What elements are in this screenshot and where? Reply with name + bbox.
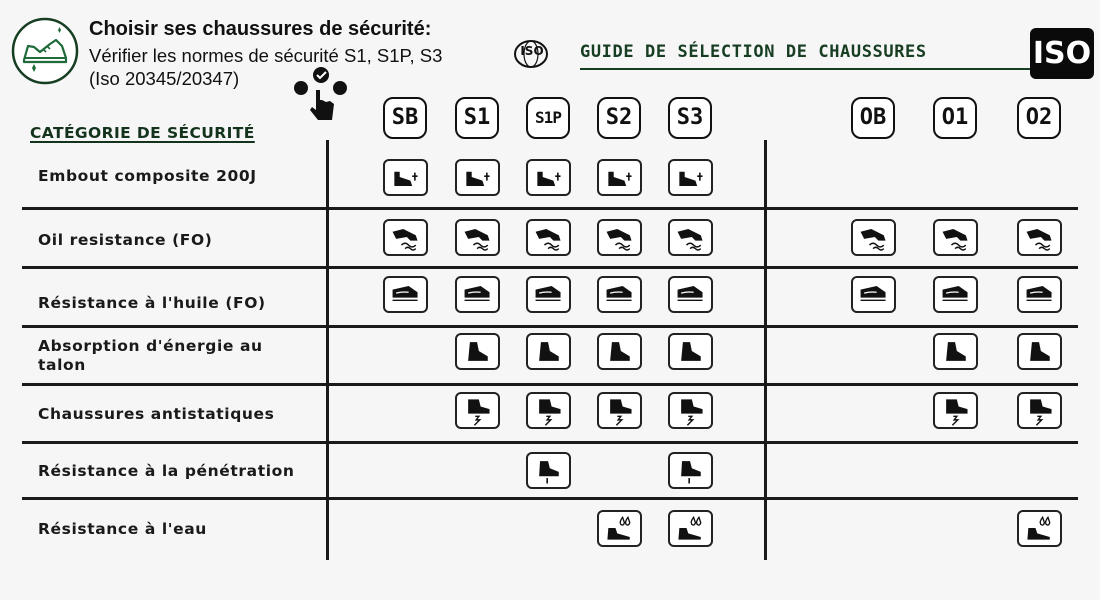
oil-sole-icon (455, 276, 500, 313)
column-header-ob: OB (851, 97, 895, 139)
heel-absorption-icon (933, 333, 978, 370)
row-label: Résistance à l'huile (FO) (38, 294, 266, 312)
heel-absorption-icon-glyph (935, 335, 976, 368)
row-label: Résistance à l'eau (38, 520, 207, 538)
oil-sole-icon (851, 276, 896, 313)
oil-resistance-icon-glyph (385, 221, 426, 254)
oil-resistance-icon (383, 219, 428, 256)
heel-absorption-icon-glyph (599, 335, 640, 368)
heel-absorption-icon (597, 333, 642, 370)
oil-sole-icon (668, 276, 713, 313)
water-resistance-icon-glyph (670, 512, 711, 545)
heel-absorption-icon (668, 333, 713, 370)
oil-resistance-icon-glyph (599, 221, 640, 254)
oil-sole-icon (597, 276, 642, 313)
oil-resistance-icon (1017, 219, 1062, 256)
heel-absorption-icon-glyph (1019, 335, 1060, 368)
toe-cap-icon-glyph (599, 161, 640, 194)
row-divider (22, 441, 1078, 444)
toe-cap-icon-glyph (670, 161, 711, 194)
oil-resistance-icon (526, 219, 571, 256)
oil-resistance-icon (933, 219, 978, 256)
oil-sole-icon-glyph (670, 278, 711, 311)
penetration-icon (526, 452, 571, 489)
antistatic-icon (526, 392, 571, 429)
row-divider (22, 207, 1078, 210)
column-header-s3: S3 (668, 97, 712, 139)
water-resistance-icon (1017, 510, 1062, 547)
oil-sole-icon (1017, 276, 1062, 313)
column-header-sb: SB (383, 97, 427, 139)
oil-resistance-icon-glyph (1019, 221, 1060, 254)
toe-cap-icon (383, 159, 428, 196)
oil-resistance-icon (851, 219, 896, 256)
page-title: Choisir ses chaussures de sécurité: (89, 18, 432, 40)
row-divider (22, 497, 1078, 500)
oil-sole-icon (933, 276, 978, 313)
oil-resistance-icon (668, 219, 713, 256)
iso-globe-label: ISO (520, 44, 544, 58)
subtitle-line-1: Vérifier les normes de sécurité S1, S1P, S3 (89, 45, 443, 66)
water-resistance-icon-glyph (1019, 512, 1060, 545)
column-header-s1p: S1P (526, 97, 570, 139)
guide-title: GUIDE DE SÉLECTION DE CHAUSSURES (580, 42, 927, 62)
toe-cap-icon-glyph (457, 161, 498, 194)
toe-cap-icon (526, 159, 571, 196)
oil-sole-icon-glyph (599, 278, 640, 311)
antistatic-icon-glyph (528, 394, 569, 427)
heel-absorption-icon (1017, 333, 1062, 370)
oil-resistance-icon-glyph (457, 221, 498, 254)
water-resistance-icon (597, 510, 642, 547)
oil-resistance-icon (597, 219, 642, 256)
water-resistance-icon (668, 510, 713, 547)
antistatic-icon (1017, 392, 1062, 429)
antistatic-icon-glyph (457, 394, 498, 427)
antistatic-icon (668, 392, 713, 429)
oil-resistance-icon-glyph (853, 221, 894, 254)
column-header-s1: S1 (455, 97, 499, 139)
toe-cap-icon (455, 159, 500, 196)
column-header-o2: O2 (1017, 97, 1061, 139)
heel-absorption-icon (455, 333, 500, 370)
heel-absorption-icon (526, 333, 571, 370)
heel-absorption-icon-glyph (528, 335, 569, 368)
antistatic-icon-glyph (670, 394, 711, 427)
oil-resistance-icon (455, 219, 500, 256)
penetration-icon-glyph (528, 454, 569, 487)
oil-sole-icon (526, 276, 571, 313)
column-header-s2: S2 (597, 97, 641, 139)
antistatic-icon (597, 392, 642, 429)
oil-sole-icon-glyph (385, 278, 426, 311)
antistatic-icon-glyph (935, 394, 976, 427)
heel-absorption-icon-glyph (457, 335, 498, 368)
heel-absorption-icon-glyph (670, 335, 711, 368)
oil-sole-icon (383, 276, 428, 313)
water-resistance-icon-glyph (599, 512, 640, 545)
shoe-sparkle-icon (10, 16, 80, 86)
iso-badge: ISO (1030, 28, 1094, 79)
oil-resistance-icon-glyph (670, 221, 711, 254)
toe-cap-icon (597, 159, 642, 196)
penetration-icon-glyph (670, 454, 711, 487)
row-label: Embout composite 200J (38, 167, 257, 185)
row-label: Oil resistance (FO) (38, 231, 213, 249)
oil-sole-icon-glyph (1019, 278, 1060, 311)
row-divider (22, 266, 1078, 269)
row-label: Chaussures antistatiques (38, 405, 275, 423)
toe-cap-icon-glyph (528, 161, 569, 194)
row-divider (22, 383, 1078, 386)
oil-resistance-icon-glyph (935, 221, 976, 254)
row-label: Résistance à la pénétration (38, 462, 295, 480)
oil-resistance-icon-glyph (528, 221, 569, 254)
toe-cap-icon-glyph (385, 161, 426, 194)
guide-title-underline (580, 68, 1032, 70)
oil-sole-icon-glyph (528, 278, 569, 311)
oil-sole-icon-glyph (457, 278, 498, 311)
row-divider (22, 325, 1078, 328)
antistatic-icon (933, 392, 978, 429)
touch-select-icon (292, 66, 350, 122)
row-label: Absorption d'énergie au talon (38, 337, 263, 374)
subtitle-line-2: (Iso 20345/20347) (89, 68, 240, 89)
column-header-o1: O1 (933, 97, 977, 139)
antistatic-icon (455, 392, 500, 429)
category-heading: CATÉGORIE DE SÉCURITÉ (30, 124, 255, 142)
antistatic-icon-glyph (1019, 394, 1060, 427)
antistatic-icon-glyph (599, 394, 640, 427)
oil-sole-icon-glyph (935, 278, 976, 311)
oil-sole-icon-glyph (853, 278, 894, 311)
toe-cap-icon (668, 159, 713, 196)
penetration-icon (668, 452, 713, 489)
